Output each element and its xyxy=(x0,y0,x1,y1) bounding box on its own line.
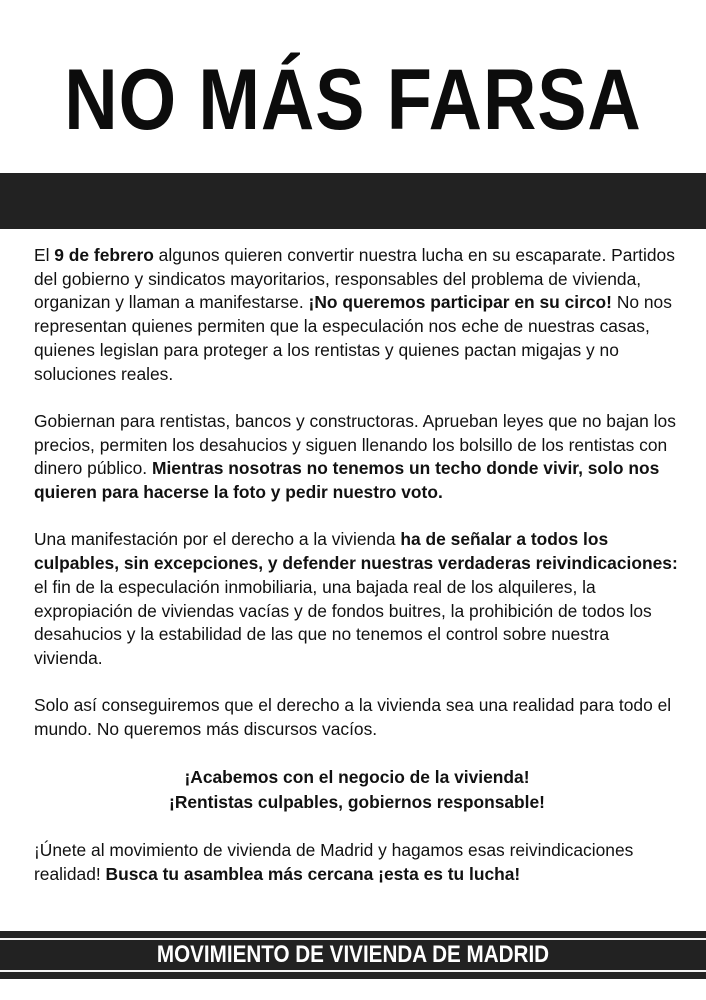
slogans xyxy=(34,765,680,815)
paragraph-intro xyxy=(34,244,680,386)
text-segment: El xyxy=(34,245,55,265)
slogan: ¡Acabemos con el negocio de la vivienda! xyxy=(184,767,530,788)
paragraph-call-to-action xyxy=(34,839,680,886)
bold-statement: ¡No queremos participar en su circo! xyxy=(308,292,612,313)
footer-organization: MOVIMIENTO DE VIVIENDA DE MADRID xyxy=(156,941,550,968)
footer-divider xyxy=(0,970,706,972)
date-highlight: 9 de febrero xyxy=(54,245,154,265)
text-segment: algunos quieren convertir nuestra lucha en su escaparate. Partidos del gobierno y sindicatos mayoritarios, responsables del problema de vivienda, organizan y llaman a manifestarse. xyxy=(34,245,675,313)
bold-statement: Mientras nosotras no tenemos un techo donde vivir, solo nos quieren para hacerse la foto y pedir nuestro voto. xyxy=(34,458,660,503)
footer-bar xyxy=(0,931,706,979)
text-segment: No nos representan quienes permiten que la especulación nos eche de nuestras casas, quienes legislan para proteger a los rentistas y quienes pactan migajas y no soluciones reales. xyxy=(34,292,672,384)
flyer-body xyxy=(34,244,680,910)
header-bar xyxy=(0,173,706,229)
paragraph-demands xyxy=(34,528,680,670)
text-segment: Gobiernan para rentistas, bancos y constructoras. Aprueban leyes que no bajan los precios, permiten los desahucios y siguen llenando los bolsillo de los rentistas con dinero público. xyxy=(34,410,676,479)
slogan: ¡Rentistas culpables, gobiernos responsable! xyxy=(169,792,545,813)
page-title: NO MÁS FARSA xyxy=(64,52,642,148)
text-segment: Una manifestación por el derecho a la vivienda xyxy=(34,529,401,550)
bold-statement: Busca tu asamblea más cercana ¡esta es tu lucha! xyxy=(105,863,521,884)
text-segment: el fin de la especulación inmobiliaria, una bajada real de los alquileres, la expropiación de viviendas vacías y de fondos buitres, la prohibición de todos los desahucios y la estabilidad de las que no tenemos el control sobre nuestra vivienda. xyxy=(34,576,652,668)
text-segment: Solo así conseguiremos que el derecho a la vivienda sea una realidad para todo el mundo. No queremos más discursos vacíos. xyxy=(34,695,672,740)
paragraph-governments xyxy=(34,410,680,505)
text-segment: ¡Únete al movimiento de vivienda de Madrid y hagamos esas reivindicaciones realidad! xyxy=(34,840,634,884)
paragraph-conclusion xyxy=(34,694,680,741)
bold-statement: ha de señalar a todos los culpables, sin excepciones, y defender nuestras verdaderas reivindicaciones: xyxy=(34,529,678,574)
